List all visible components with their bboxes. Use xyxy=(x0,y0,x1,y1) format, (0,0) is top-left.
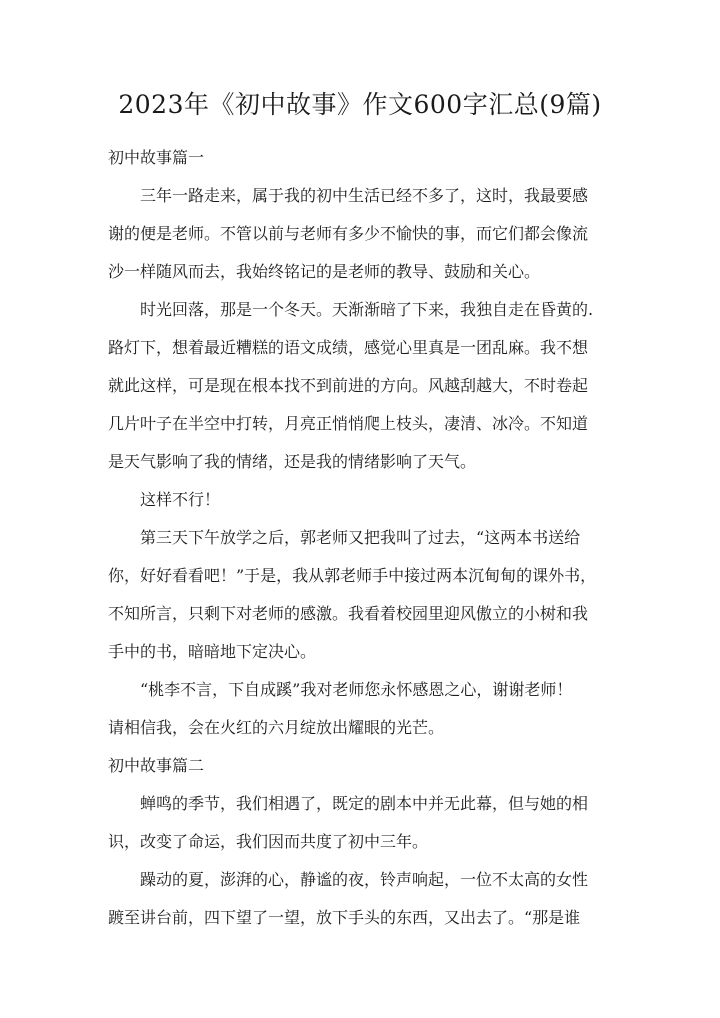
text-line: 手中的书，暗暗地下定决心。 xyxy=(108,642,317,661)
text-line: 蝉鸣的季节，我们相遇了，既定的剧本中并无此幕，但与她的相 xyxy=(140,794,589,813)
section-heading xyxy=(108,139,628,177)
text-line: 请相信我，会在火红的六月绽放出耀眼的光芒。 xyxy=(108,718,445,737)
text-line: 三年一路走来，属于我的初中生活已经不多了，这时，我最要感 xyxy=(140,186,589,205)
document-title: 2023年《初中故事》作文600字汇总(9篇) xyxy=(118,90,602,119)
text-line: 躁动的夏，澎湃的心，静谧的夜，铃声响起，一位不太高的女性 xyxy=(140,870,589,889)
paragraph xyxy=(108,785,628,861)
text-line: 谢的便是老师。不管以前与老师有多少不愉快的事，而它们都会像流 xyxy=(108,224,589,243)
text-line: 踱至讲台前，四下望了一望，放下手头的东西，又出去了。“那是谁 xyxy=(108,908,581,927)
text-line: 初中故事篇一 xyxy=(108,148,205,167)
paragraph xyxy=(108,177,628,291)
paragraph xyxy=(108,291,628,481)
text-line: 你，好好看看吧！”于是，我从郭老师手中接过两本沉甸甸的课外书， xyxy=(108,566,597,585)
section-heading xyxy=(108,747,628,785)
text-line: 不知所言，只剩下对老师的感激。我看着校园里迎风傲立的小树和我 xyxy=(108,604,589,623)
paragraph xyxy=(108,671,628,747)
text-line: 这样不行！ xyxy=(140,490,221,509)
text-line: 第三天下午放学之后，郭老师又把我叫了过去，“这两本书送给 xyxy=(140,528,581,547)
text-line: 几片叶子在半空中打转，月亮正悄悄爬上枝头，凄清、冰冷。不知道 xyxy=(108,414,589,433)
text-line: 是天气影响了我的情绪，还是我的情绪影响了天气。 xyxy=(108,452,477,471)
text-line: 沙一样随风而去，我始终铭记的是老师的教导、鼓励和关心。 xyxy=(108,262,541,281)
text-line: 就此这样，可是现在根本找不到前进的方向。风越刮越大，不时卷起 xyxy=(108,376,589,395)
paragraph xyxy=(108,481,628,519)
paragraph xyxy=(108,861,628,937)
text-line: 路灯下，想着最近糟糕的语文成绩，感觉心里真是一团乱麻。我不想 xyxy=(108,338,589,357)
paragraph xyxy=(108,519,628,671)
text-line: 识，改变了命运，我们因而共度了初中三年。 xyxy=(108,832,429,851)
text-line: 初中故事篇二 xyxy=(108,756,205,775)
text-line: 时光回落，那是一个冬天。天渐渐暗了下来，我独自走在昏黄的. xyxy=(140,300,594,319)
text-line: “桃李不言，下自成蹊”我对老师您永怀感恩之心，谢谢老师！ xyxy=(140,680,573,699)
document-body xyxy=(108,139,628,937)
